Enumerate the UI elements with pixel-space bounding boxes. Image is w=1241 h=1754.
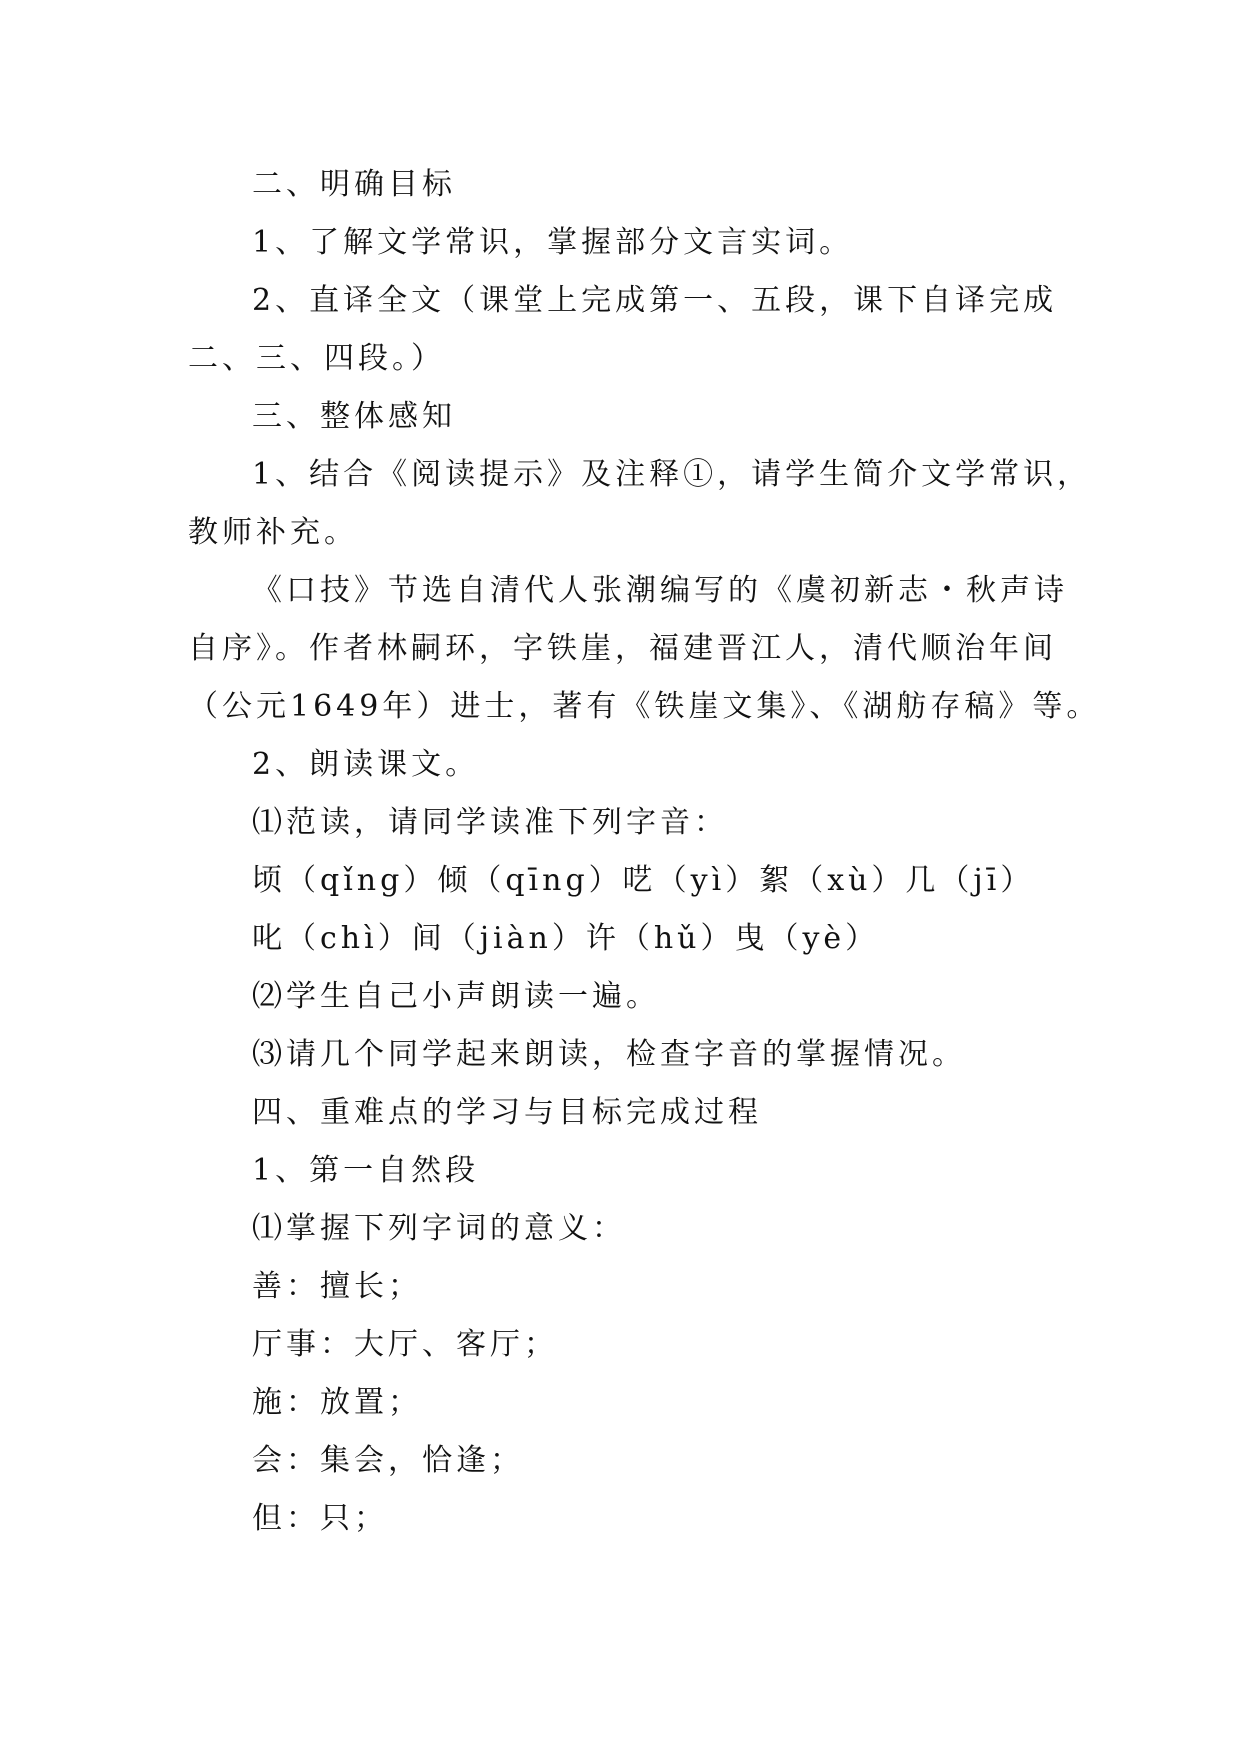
reading-item-1: ⑴范读，请同学读准下列字音： — [252, 805, 728, 840]
objective-2: 2、直译全文（课堂上完成第一、五段，课下自译完成 — [252, 283, 1058, 318]
vocabulary-intro: ⑴掌握下列字词的意义： — [252, 1211, 626, 1246]
overview-step-2: 2、朗读课文。 — [252, 747, 480, 782]
overview-step-1-continued: 教师补充。 — [188, 515, 358, 550]
document-body — [188, 156, 1101, 1548]
heading-key-points: 四、重难点的学习与目标完成过程 — [252, 1095, 762, 1130]
objective-2-continued: 二、三、四段。） — [188, 341, 445, 376]
reading-item-2: ⑵学生自己小声朗读一遍。 — [252, 979, 660, 1014]
vocabulary-item: 厅事：大厅、客厅； — [252, 1327, 558, 1362]
background-paragraph-line-2: 自序》。作者林嗣环，字铁崖，福建晋江人，清代顺治年间 — [188, 631, 1057, 666]
heading-objectives: 二、明确目标 — [252, 167, 456, 202]
vocabulary-item: 但：只； — [252, 1501, 388, 1536]
vocabulary-item: 会：集会，恰逢； — [252, 1443, 524, 1478]
reading-item-3: ⑶请几个同学起来朗读，检查字音的掌握情况。 — [252, 1037, 966, 1072]
vocabulary-item: 施：放置； — [252, 1385, 422, 1420]
overview-step-1: 1、结合《阅读提示》及注释①，请学生简介文学常识， — [252, 457, 1092, 492]
background-paragraph-line-3: （公元1649年）进士，著有《铁崖文集》、《湖舫存稿》等。 — [188, 689, 1101, 724]
heading-overview: 三、整体感知 — [252, 399, 456, 434]
pronunciation-list-2: 叱（chì）间（jiàn）许（hǔ）曳（yè） — [252, 921, 880, 956]
vocabulary-item: 善：擅长； — [252, 1269, 422, 1304]
objective-1: 1、了解文学常识，掌握部分文言实词。 — [252, 225, 854, 260]
background-paragraph: 《口技》节选自清代人张潮编写的《虞初新志・秋声诗 — [252, 573, 1068, 608]
paragraph-1-heading: 1、第一自然段 — [252, 1153, 480, 1188]
pronunciation-list-1: 顷（qǐng）倾（qīng）呓（yì）絮（xù）几（jī） — [252, 863, 1035, 898]
